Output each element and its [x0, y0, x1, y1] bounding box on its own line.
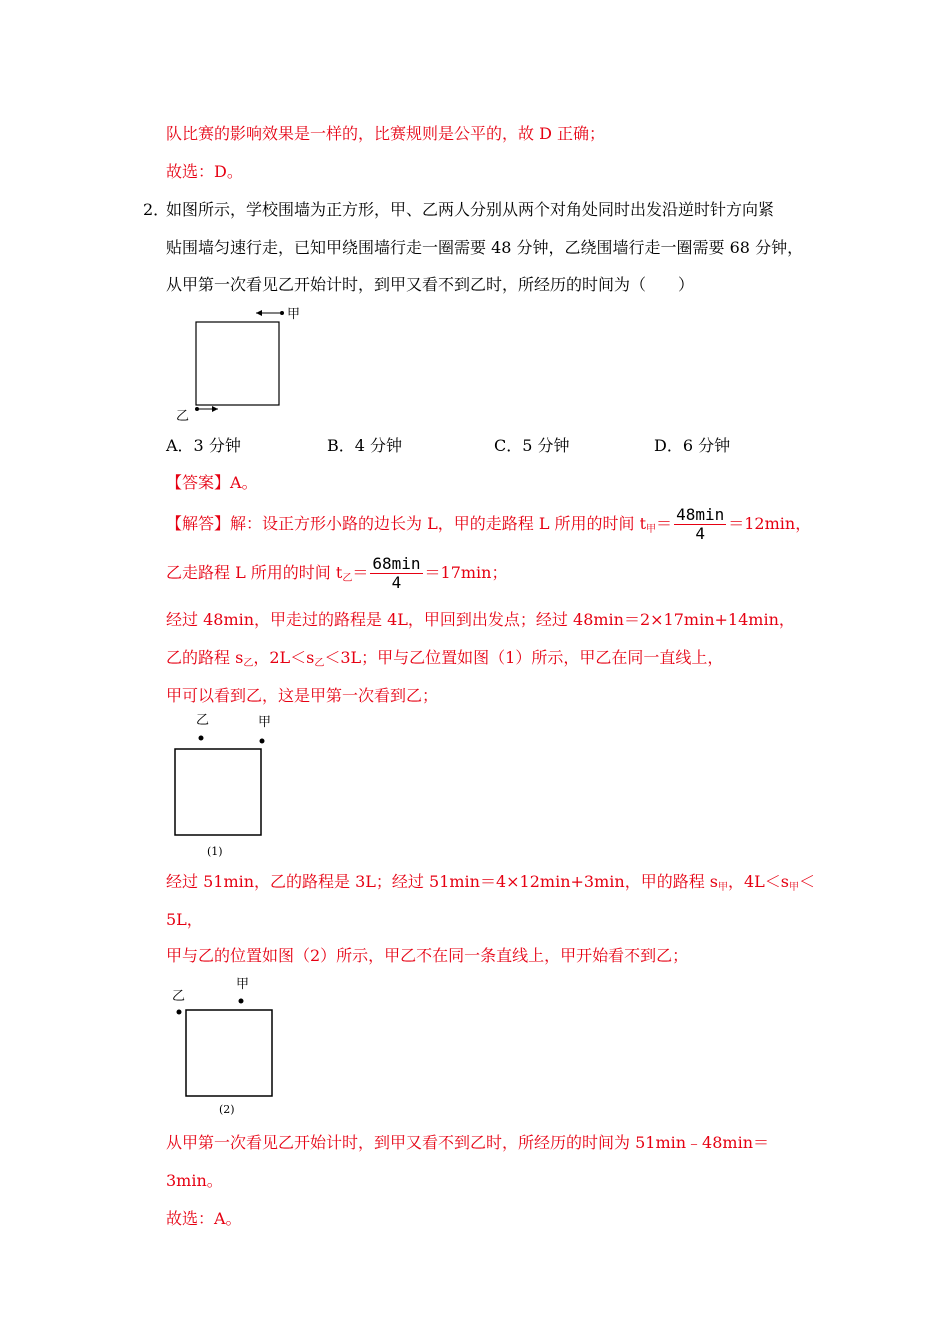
- choice-c: C．5 分钟: [494, 436, 570, 455]
- solution-text: 乙的路程 s: [166, 648, 244, 667]
- yi-label: 乙: [176, 409, 190, 424]
- solution-line-6: [166, 871, 815, 899]
- solution-text: ，4L＜s: [728, 872, 790, 891]
- solution-text: ＝12min，: [728, 514, 812, 533]
- solution-line-4: [166, 647, 723, 675]
- equals: ＝: [352, 563, 369, 582]
- jia-label: 甲: [258, 715, 272, 730]
- figure-caption: (1): [207, 845, 223, 858]
- yi-label: 乙: [196, 713, 210, 728]
- question-text-line: 如图所示，学校围墙为正方形，甲、乙两人分别从两个对角处同时出发沿逆时针方向紧: [166, 200, 775, 219]
- answer-tag: 【答案】: [166, 473, 231, 492]
- question-number: 2．: [143, 200, 170, 219]
- solution-line-8: 甲与乙的位置如图（2）所示，甲乙不在同一条直线上，甲开始看不到乙；: [166, 946, 689, 965]
- choice-b: B．4 分钟: [327, 436, 403, 455]
- subscript: 甲: [789, 882, 800, 893]
- figure-caption: (2): [219, 1103, 235, 1116]
- solution-text: ＝17min；: [424, 563, 508, 582]
- question-text-line: 从甲第一次看见乙开始计时，到甲又看不到乙时，所经历的时间为（ ）: [166, 275, 695, 294]
- subscript: 甲: [646, 524, 657, 535]
- fraction-denominator: 4: [695, 524, 705, 543]
- solution-text: ，2L＜s: [253, 648, 315, 667]
- solution-text: 经过 51min，乙的路程是 3L；经过 51min＝4×12min+3min，甲的路程 s: [166, 872, 718, 891]
- answer-line: [166, 472, 258, 494]
- solution-line-1: [166, 506, 811, 548]
- fraction-denominator: 4: [391, 573, 402, 592]
- solution-text: ＜: [799, 872, 816, 891]
- choice-a: A．3 分钟: [166, 436, 241, 455]
- question-figure: [170, 300, 310, 425]
- choice-d: D．6 分钟: [654, 436, 731, 455]
- fraction: [370, 555, 422, 592]
- solution-text: 乙走路程 L 所用的时间 t: [166, 563, 343, 582]
- solution-line-9: 从甲第一次看见乙开始计时，到甲又看不到乙时，所经历的时间为 51min﹣48min＝: [166, 1133, 769, 1152]
- subscript: 乙: [342, 573, 353, 584]
- subscript: 乙: [243, 658, 254, 669]
- subscript: 甲: [718, 882, 728, 893]
- yi-label: 乙: [172, 989, 186, 1004]
- solution-text-line: 故选：D。: [166, 162, 243, 181]
- figure-2: [168, 972, 288, 1122]
- fraction-numerator: 68min: [372, 554, 421, 573]
- jia-label: 甲: [287, 307, 301, 322]
- solution-line-10: 3min。: [166, 1171, 223, 1190]
- solution-line-2: [166, 555, 507, 597]
- solution-text: ＜3L；甲与乙位置如图（1）所示，甲乙在同一直线上，: [324, 648, 724, 667]
- equals: ＝: [656, 514, 673, 533]
- solution-tag: 【解答】: [166, 514, 231, 533]
- solution-text: 解：设正方形小路的边长为 L，甲的走路程 L 所用的时间 t: [230, 514, 647, 533]
- jia-label: 甲: [236, 977, 250, 992]
- solution-line-5: 甲可以看到乙，这是甲第一次看到乙；: [166, 686, 439, 705]
- fraction-numerator: 48min: [676, 505, 725, 524]
- question-text-line: 贴围墙匀速行走，已知甲绕围墙行走一圈需要 48 分钟，乙绕围墙行走一圈需要 68 分钟，: [166, 238, 804, 257]
- fraction: [674, 506, 726, 543]
- solution-line-7: 5L，: [166, 910, 203, 929]
- answer-value: A。: [230, 473, 258, 492]
- subscript: 乙: [314, 658, 325, 669]
- solution-line-3: 经过 48min，甲走过的路程是 4L，甲回到出发点；经过 48min＝2×17min+14min，: [166, 610, 795, 629]
- figure-1: [160, 708, 280, 860]
- solution-line-11: 故选：A。: [166, 1209, 242, 1228]
- solution-text-line: 队比赛的影响效果是一样的，比赛规则是公平的，故 D 正确；: [166, 124, 606, 143]
